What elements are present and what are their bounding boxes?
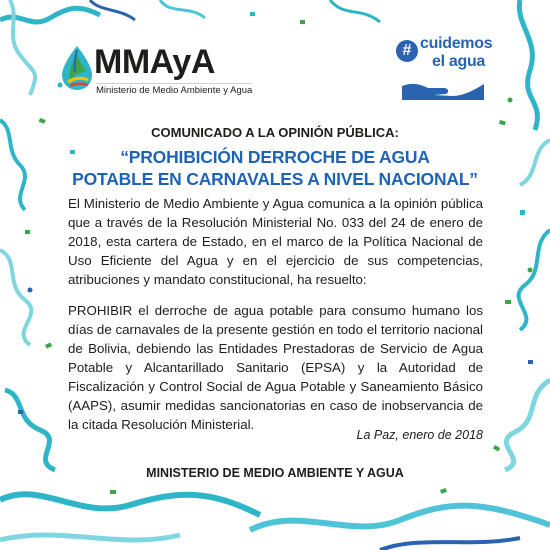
communique-title-line-2: POTABLE EN CARNAVALES A NIVEL NACIONAL” [72, 169, 478, 189]
campaign-line-2: el agua [432, 53, 486, 70]
paragraph-resolution: PROHIBIR el derroche de agua potable para consumo humano los días de carnavales de la presente gestión en todo el territorio nacional de Bolivia, debiendo las Entidades Prestadoras de Servicio de Agua Potable y Alcantarillado Sanitario (EPSA) y la Autoridad de Fiscalización y Control Social de Agua Potable y Saneamiento Básico (AAPS), asumir medidas sancionatorias en caso de inobservancia de la citada Resolución Ministerial. [68, 303, 483, 432]
cuidemos-el-agua-logo [392, 32, 502, 104]
signature-ministry: MINISTERIO DE MEDIO AMBIENTE Y AGUA [146, 466, 404, 480]
water-drop-leaf-icon [58, 44, 96, 92]
mmaya-logo-subtitle: Ministerio de Medio Ambiente y Agua [96, 85, 253, 96]
hand-holding-water-icon [398, 72, 488, 102]
campaign-line-1: cuidemos [420, 35, 493, 52]
communique-title-line-1: “PROHIBICIÓN DERROCHE DE AGUA [120, 147, 430, 167]
paragraph-intro: El Ministerio de Medio Ambiente y Agua comunica a la opinión pública que a través de la Resolución Ministerial No. 033 del 24 de enero de 2018, esta cartera de Estado, en el marco de la Política Nacional de Uso Eficiente del Agua y en el ejercicio de sus competencias, atribuciones y mandato constitucional, ha resuelto: [68, 196, 483, 287]
mmaya-logo-name: MMAyA [94, 43, 215, 81]
communique-kicker: COMUNICADO A LA OPINIÓN PÚBLICA: [151, 125, 399, 140]
hashtag-icon: # [396, 40, 418, 62]
mmaya-logo [58, 40, 253, 100]
place-and-date: La Paz, enero de 2018 [356, 428, 483, 442]
